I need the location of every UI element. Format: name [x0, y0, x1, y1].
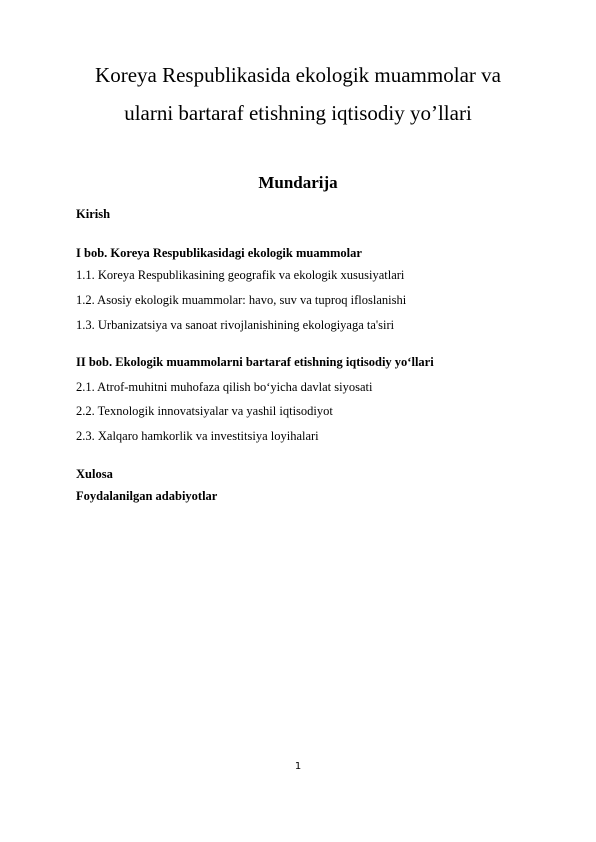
page-number: 1: [294, 761, 302, 772]
document-title: [60, 56, 536, 132]
toc-references: Foydalanilgan adabiyotlar: [76, 489, 218, 503]
toc-heading: Mundarija: [258, 173, 338, 192]
toc-item-1-2: 1.2. Asosiy ekologik muammolar: havo, suv va tuproq ifloslanishi: [76, 293, 407, 307]
toc-item-1-1: 1.1. Koreya Respublikasining geografik va ekologik xususiyatlari: [76, 268, 405, 282]
toc-intro: Kirish: [76, 207, 111, 221]
toc-chapter-1-title: I bob. Koreya Respublikasidagi ekologik muammolar: [76, 246, 362, 260]
toc-item-1-3: 1.3. Urbanizatsiya va sanoat rivojlanishining ekologiyaga ta'siri: [76, 318, 395, 332]
toc-item-2-1: 2.1. Atrof-muhitni muhofaza qilish bo‘yicha davlat siyosati: [76, 380, 373, 394]
document-title-line-2: ularni bartaraf etishning iqtisodiy yo’llari: [124, 101, 472, 125]
toc-conclusion: Xulosa: [76, 467, 113, 481]
document-title-line-1: Koreya Respublikasida ekologik muammolar va: [95, 63, 501, 87]
toc-item-2-3: 2.3. Xalqaro hamkorlik va investitsiya loyihalari: [76, 429, 319, 443]
toc-item-2-2: 2.2. Texnologik innovatsiyalar va yashil iqtisodiyot: [76, 404, 333, 418]
toc-chapter-2-title: II bob. Ekologik muammolarni bartaraf etishning iqtisodiy yo‘llari: [76, 355, 434, 369]
